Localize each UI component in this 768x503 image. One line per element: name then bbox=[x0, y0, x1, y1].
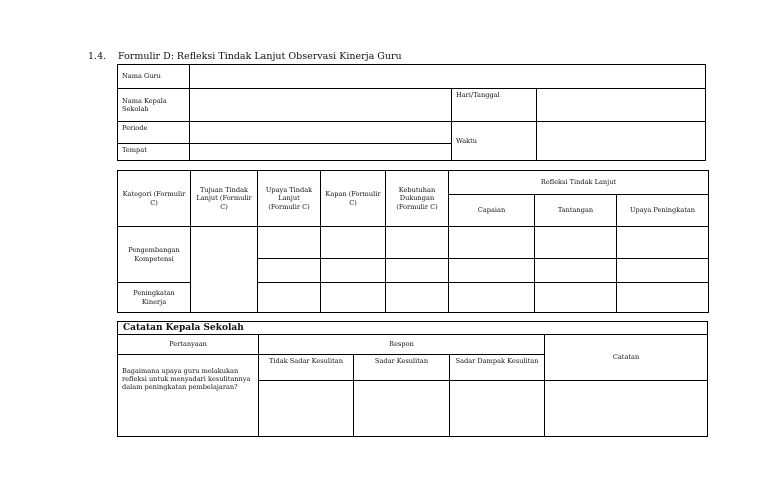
cell-upaya-1[interactable] bbox=[258, 227, 321, 259]
cell-respon-sadar[interactable] bbox=[354, 381, 450, 437]
cell-upaya-2[interactable] bbox=[258, 259, 321, 283]
cell-capaian-1[interactable] bbox=[449, 227, 535, 259]
cell-upaya-peningkatan-2[interactable] bbox=[617, 259, 709, 283]
cell-capaian-3[interactable] bbox=[449, 283, 535, 313]
field-nama-kepala[interactable] bbox=[190, 89, 452, 122]
cell-respon-sadar-dampak[interactable] bbox=[450, 381, 545, 437]
row-pengembangan: Pengembangan Kompetensi bbox=[118, 227, 191, 283]
header-catatan: Catatan bbox=[545, 335, 708, 381]
header-upaya: Upaya Tindak Lanjut (Formulir C) bbox=[258, 171, 321, 227]
header-tujuan: Tujuan Tindak Lanjut (Formulir C) bbox=[191, 171, 258, 227]
cell-kebutuhan-2[interactable] bbox=[386, 259, 449, 283]
label-tempat: Tempat bbox=[118, 144, 190, 161]
reflection-table bbox=[117, 170, 709, 313]
cell-catatan[interactable] bbox=[545, 381, 708, 437]
respon-tidak-sadar: Tidak Sadar Kesulitan bbox=[259, 355, 354, 381]
header-refleksi: Refleksi Tindak Lanjut bbox=[449, 171, 709, 195]
cell-upaya-peningkatan-3[interactable] bbox=[617, 283, 709, 313]
field-tempat[interactable] bbox=[190, 144, 452, 161]
cell-upaya-3[interactable] bbox=[258, 283, 321, 313]
cell-tujuan[interactable] bbox=[191, 227, 258, 313]
label-waktu: Waktu bbox=[452, 122, 537, 161]
label-hari-tanggal: Hari/Tanggal bbox=[452, 89, 537, 122]
header-tantangan: Tantangan bbox=[535, 195, 617, 227]
section-number: 1.4. bbox=[88, 51, 107, 62]
cell-kapan-2[interactable] bbox=[321, 259, 386, 283]
cell-respon-tidak-sadar[interactable] bbox=[259, 381, 354, 437]
header-kategori: Kategori (Formulir C) bbox=[118, 171, 191, 227]
cell-tantangan-1[interactable] bbox=[535, 227, 617, 259]
header-pertanyaan: Pertanyaan bbox=[118, 335, 259, 355]
cell-kebutuhan-3[interactable] bbox=[386, 283, 449, 313]
cell-tantangan-3[interactable] bbox=[535, 283, 617, 313]
cell-kebutuhan-1[interactable] bbox=[386, 227, 449, 259]
field-waktu[interactable] bbox=[537, 122, 706, 161]
cell-capaian-2[interactable] bbox=[449, 259, 535, 283]
field-periode[interactable] bbox=[190, 122, 452, 144]
cell-tantangan-2[interactable] bbox=[535, 259, 617, 283]
header-upaya-peningkatan: Upaya Peningkatan bbox=[617, 195, 709, 227]
respon-sadar: Sadar Kesulitan bbox=[354, 355, 450, 381]
catatan-table bbox=[117, 321, 708, 437]
cell-kapan-1[interactable] bbox=[321, 227, 386, 259]
cell-upaya-peningkatan-1[interactable] bbox=[617, 227, 709, 259]
catatan-title: Catatan Kepala Sekolah bbox=[118, 322, 708, 335]
header-capaian: Capaian bbox=[449, 195, 535, 227]
label-nama-guru: Nama Guru bbox=[118, 65, 190, 89]
field-hari-tanggal[interactable] bbox=[537, 89, 706, 122]
cell-kapan-3[interactable] bbox=[321, 283, 386, 313]
info-table bbox=[117, 64, 706, 161]
header-kebutuhan: Kebutuhan Dukungan (Formulir C) bbox=[386, 171, 449, 227]
section-title: Formulir D: Refleksi Tindak Lanjut Observasi Kinerja Guru bbox=[118, 51, 402, 62]
label-periode: Periode bbox=[118, 122, 190, 144]
section-heading bbox=[88, 51, 402, 62]
label-nama-kepala: Nama Kepala Sekolah bbox=[118, 89, 190, 122]
header-kapan: Kapan (Formulir C) bbox=[321, 171, 386, 227]
header-respon: Respon bbox=[259, 335, 545, 355]
respon-sadar-dampak: Sadar Dampak Kesulitan bbox=[450, 355, 545, 381]
field-nama-guru[interactable] bbox=[190, 65, 706, 89]
question-text: Bagaimana upaya guru melakukan refleksi untuk menyadari kesulitannya dalam peningkatan pembelajaran? bbox=[118, 355, 259, 437]
row-peningkatan: Peningkatan Kinerja bbox=[118, 283, 191, 313]
